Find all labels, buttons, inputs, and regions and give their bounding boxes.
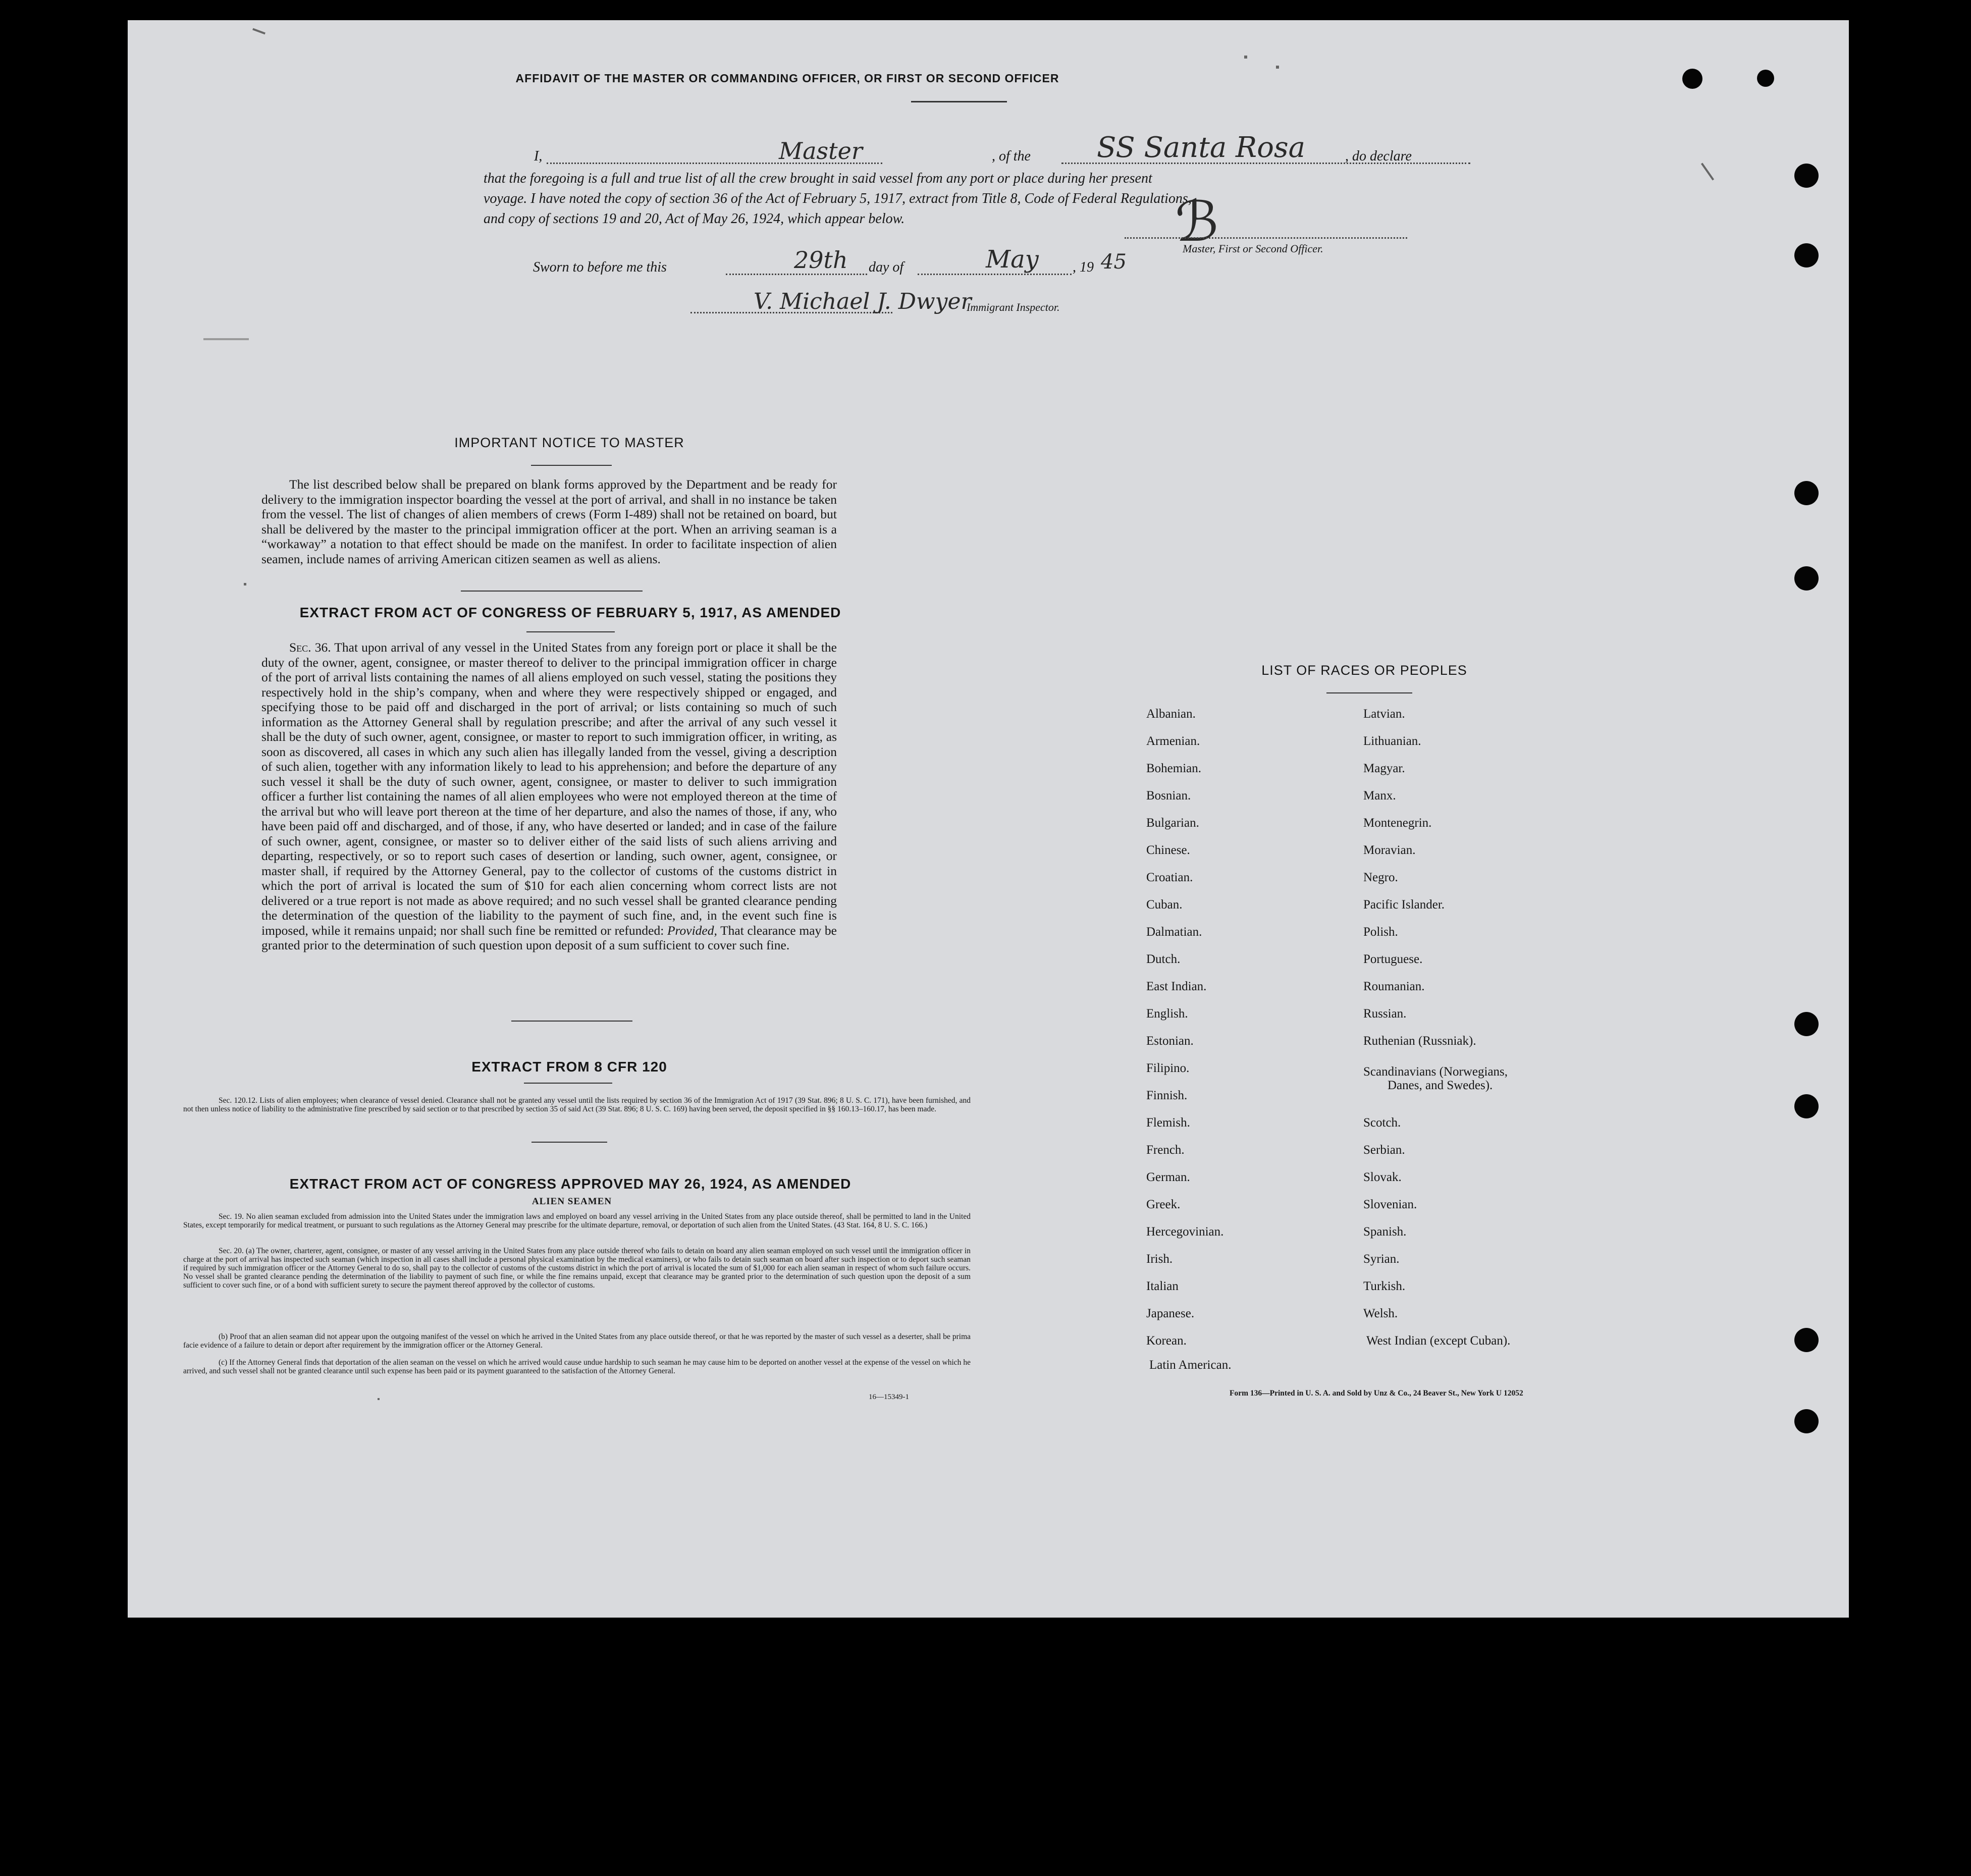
race-left-item: French. (1146, 1143, 1185, 1157)
sworn-month-line (918, 274, 1072, 275)
races-title: LIST OF RACES OR PEOPLES (1261, 663, 1467, 678)
extract-1924-sec-19: Sec. 19. No alien seaman excluded from admission into the United States under the immigration laws and employed on board any vessel arriving in the United States from any place outside thereof, shall be permitted to land in the United States, except temporarily for medical treatment, or pursuant to such regulations as the Attorney General may prescribe for the ultimate departure, removal, or deportation of such alien from the United States. (43 Stat. 164, 8 U. S. C. 166.) (183, 1212, 971, 1229)
binder-hole (1794, 1328, 1819, 1352)
race-left-item: Cuban. (1146, 898, 1183, 912)
race-left-item: English. (1146, 1007, 1188, 1021)
scan-mark (1276, 66, 1279, 69)
sworn-day-line (726, 274, 867, 275)
race-left-item: Armenian. (1146, 734, 1200, 748)
alien-seamen-subtitle: ALIEN SEAMEN (531, 1196, 612, 1207)
race-right-item: Serbian. (1363, 1143, 1405, 1157)
race-right-item: Syrian. (1363, 1252, 1400, 1266)
race-left-item: Flemish. (1146, 1116, 1190, 1130)
race-left-item: Hercegovinian. (1146, 1225, 1224, 1239)
race-right-item: Latvian. (1363, 707, 1405, 721)
notice-title: IMPORTANT NOTICE TO MASTER (454, 435, 684, 450)
affidavit-title: AFFIDAVIT OF THE MASTER OR COMMANDING OFFICER, OR FIRST OR SECOND OFFICER (515, 72, 1059, 85)
vessel-name-handwritten: SS Santa Rosa (1097, 131, 1306, 164)
extract-1917-title: EXTRACT FROM ACT OF CONGRESS OF FEBRUARY 5, 1917, AS AMENDED (299, 605, 841, 620)
sworn-day-handwritten: 29th (794, 246, 848, 274)
inspector-signature: V. Michael J. Dwyer (754, 289, 972, 314)
binder-hole (1794, 243, 1819, 267)
officer-caption: Master, First or Second Officer. (1183, 242, 1323, 255)
race-right-item: Polish. (1363, 925, 1398, 939)
inspector-caption: Immigrant Inspector. (967, 301, 1060, 313)
officer-signature-line (1125, 237, 1407, 239)
scan-mark (244, 583, 246, 585)
race-left-item: Japanese. (1146, 1307, 1195, 1320)
race-left-item: East Indian. (1146, 980, 1207, 993)
affidavit-line-2: that the foregoing is a full and true list of all the crew brought in said vessel from any port or place during her present (484, 171, 1152, 186)
sworn-month-handwritten: May (986, 245, 1039, 274)
sec-36-body: That upon arrival of any vessel in the United States from any foreign port or place it shall be the duty of the owner, agent, consignee, or master thereof to deliver to the principal immigration officer in charge of the port of arrival lists containing the names of all aliens employed on such vessel, stating the positions they respectively hold in the ship’s company, when and where they were respectively shipped or engaged, and specifying those to be paid off and discharged in the port of arrival; or lists containing so much of such information as the Attorney General shall by regulation prescribe; and after the arrival of any such vessel it shall be the duty of such owner, agent, consignee, or master to report to such immigration officer, in writing, as soon as discovered, all cases in which any such alien has illegally landed from the vessel, giving a description of such alien, together with any information likely to lead to his apprehension; and before the departure of any such vessel it shall be the duty of such owner, agent, consignee, or master to deliver to such immigration officer a further list containing the names of all alien employees who were not employed thereon at the time of the arrival but who will leave port thereon at the time of her departure, and also the names of those, if any, who have been paid off and discharged, and of those, if any, who have deserted or landed; and in case of the failure of such owner, agent, consignee, or master so to deliver either of the said lists of such aliens arriving and departing, respectively, or so to report such cases of desertion or landing, such owner, agent, consignee, or master shall, if required by the Attorney General, pay to the collector of customs of the customs district in which the port of arrival is located the sum of $10 for each alien concerning whom correct lists are not delivered or a true report is not made as above required; and no such vessel shall be granted clearance pending the determination of the question of the liability to the payment of such fine, and, in the event such fine is imposed, while it remains unpaid; nor shall such fine be remitted or refunded: (261, 640, 837, 938)
race-right-item: Slovenian. (1363, 1198, 1417, 1211)
binder-hole (1757, 70, 1774, 87)
race-right-item: Roumanian. (1363, 980, 1425, 993)
scan-mark (203, 338, 249, 340)
sec-36-body-end: That clearance may be granted prior to the determination of such question upon deposit of a sum sufficient to cover such fine. (261, 923, 837, 952)
extract-1924-sec-20c: (c) If the Attorney General finds that deportation of the alien seaman on the vessel on which he arrived would cause undue hardship to such seaman he may cause him to be deported on another vessel at the expense of the vessel on which he arrived, and such vessel shall not be granted clearance until such expense has been paid or its payment guaranteed to the satisfaction of the Attorney General. (183, 1358, 971, 1375)
race-left-item: Estonian. (1146, 1034, 1194, 1048)
race-right-item: Ruthenian (Russniak). (1363, 1034, 1476, 1048)
race-left-item: Dalmatian. (1146, 925, 1202, 939)
extract-1924-sec-20a: Sec. 20. (a) The owner, charterer, agent, consignee, or master of any vessel arriving in the United States from any place outside thereof who fails to detain on board any alien seaman employed on such vessel until the immigration officer in charge at the port of arrival has inspected such seaman (which inspection in all cases shall include a personal physical examination by the medical examiners), or who fails to detain such seaman on board after such inspection or to deport such seaman if required by such immigration officer or the Attorney General to do so, shall pay to the collector of customs of the customs district in which the port of arrival is located the sum of $1,000 for each alien seaman in respect of whom such failure occurs. No vessel shall be granted clearance pending the determination of the liability to payment of such fine, or while the fine remains unpaid, except that clearance may be granted prior to the determination of such question upon the deposit of a sum sufficient to cover such fine, or of a bond with sufficient surety to secure the payment thereof approved by the collector of customs. (183, 1247, 971, 1290)
race-right-item: Turkish. (1363, 1279, 1406, 1293)
form-printing-note: Form 136—Printed in U. S. A. and Sold by Unz & Co., 24 Beaver St., New York U 12052 (1230, 1389, 1523, 1398)
race-right-item: Spanish. (1363, 1225, 1407, 1239)
scan-mark (252, 28, 265, 35)
cfr-underline (524, 1083, 612, 1084)
extract-1917-underline (526, 631, 615, 632)
race-left-item: Bohemian. (1146, 762, 1202, 775)
affidavit-line-4: and copy of sections 19 and 20, Act of May 26, 1924, which appear below. (484, 211, 905, 227)
race-right-item: Scotch. (1363, 1116, 1401, 1130)
race-right-item: Manx. (1363, 789, 1396, 802)
binder-hole (1794, 1094, 1819, 1118)
binder-hole (1794, 481, 1819, 505)
affidavit-line-3: voyage. I have noted the copy of section 36 of the Act of February 5, 1917, extract from Title 8, Code of Federal Regulations, (484, 191, 1192, 206)
race-left-item: Korean. (1146, 1334, 1187, 1348)
do-declare-label: , do declare (1345, 148, 1412, 164)
race-right-item: Welsh. (1363, 1307, 1398, 1320)
cfr-end-rule (531, 1142, 607, 1143)
binder-hole (1794, 164, 1819, 188)
race-left-item: German. (1146, 1170, 1190, 1184)
race-right-item: West Indian (except Cuban). (1366, 1334, 1511, 1348)
race-right-item: Russian. (1363, 1007, 1407, 1021)
race-left-item: Bosnian. (1146, 789, 1191, 802)
race-right-item: Pacific Islander. (1363, 898, 1445, 912)
race-left-item: Bulgarian. (1146, 816, 1199, 830)
race-left-item: Italian (1146, 1279, 1179, 1293)
affidavit-i: I, (534, 148, 543, 164)
race-right-item: Lithuanian. (1363, 734, 1421, 748)
cfr-title: EXTRACT FROM 8 CFR 120 (471, 1059, 667, 1075)
extract-1917-text (261, 640, 837, 953)
officer-signature: ℬ (1175, 189, 1219, 254)
scan-mark (1244, 56, 1247, 59)
master-name-handwritten: Master (779, 137, 863, 165)
binder-hole (1794, 566, 1819, 591)
binder-hole (1682, 69, 1702, 89)
notice-end-rule (461, 591, 643, 592)
sworn-label: Sworn to before me this (533, 259, 667, 275)
cfr-top-rule (511, 1021, 632, 1022)
year-prefix: , 19 (1073, 259, 1094, 275)
extract-1924-sec-20b: (b) Proof that an alien seaman did not appear upon the outgoing manifest of the vessel on which he arrived in the United States from any place outside thereof, or that he was reported by the master of such vessel as a deserter, shall be prima facie evidence of a failure to detain or deport after requirement by the immigration officer or the Attorney General. (183, 1332, 971, 1350)
race-left-item: Dutch. (1146, 952, 1181, 966)
race-left-item: Greek. (1146, 1198, 1181, 1211)
race-left-item: Filipino. (1146, 1061, 1190, 1075)
race-left-item: Irish. (1146, 1252, 1173, 1266)
binder-hole (1794, 1012, 1819, 1036)
sec-36-label: Sec. 36. (289, 640, 331, 655)
race-left-item: Albanian. (1146, 707, 1196, 721)
scan-mark (1701, 163, 1714, 180)
race-right-item: Slovak. (1363, 1170, 1402, 1184)
race-left-item: Chinese. (1146, 843, 1190, 857)
provided-word: Provided, (667, 923, 717, 938)
extract-1924-title: EXTRACT FROM ACT OF CONGRESS APPROVED MAY 26, 1924, AS AMENDED (289, 1176, 851, 1192)
notice-text: The list described below shall be prepared on blank forms approved by the Department and be ready for delivery to the immigration inspector boarding the vessel at the port of arrival, and shall in no instance be taken from the vessel. The list of changes of alien members of crews (Form I-489) shall not be retained on board, but shall be delivered by the master to the principal immigration officer at the port. When an arriving seaman is a “workaway” a notation to that effect should be made on the manifest. In order to facilitate inspection of alien seamen, include names of arriving American citizen seamen as well as aliens. (261, 477, 837, 566)
race-right-item: Danes, and Swedes). (1388, 1079, 1493, 1092)
cfr-text: Sec. 120.12. Lists of alien employees; when clearance of vessel denied. Clearance shall not be granted any vessel until the lists required by section 36 of the Immigration Act of 1917 (39 Stat. 896; 8 U. S. C. 171), have been furnished, and not then unless notice of liability to the administrative fine prescribed by said section or to that prescribed by section 35 of said Act (39 Stat. 896; 8 U. S. C. 169) having been served, the deposit specified in §§ 160.13–160.17, has been made. (183, 1096, 971, 1113)
notice-underline (531, 465, 612, 466)
document-page (128, 20, 1849, 1618)
race-right-item: Moravian. (1363, 843, 1416, 857)
races-underline (1326, 692, 1412, 693)
form-code: 16—15349-1 (869, 1393, 909, 1401)
race-right-item: Montenegrin. (1363, 816, 1432, 830)
year-handwritten: 45 (1101, 250, 1127, 274)
race-right-item: Negro. (1363, 871, 1398, 884)
title-underline (911, 101, 1007, 102)
scan-mark (378, 1398, 380, 1400)
race-right-item: Portuguese. (1363, 952, 1423, 966)
race-left-item: Finnish. (1146, 1089, 1188, 1102)
of-the-label: , of the (992, 148, 1031, 164)
race-left-item: Latin American. (1149, 1358, 1232, 1372)
race-right-item: Magyar. (1363, 762, 1405, 775)
day-of-label: day of (869, 259, 904, 275)
binder-hole (1794, 1409, 1819, 1433)
race-right-item: Scandinavians (Norwegians, (1363, 1065, 1508, 1079)
race-left-item: Croatian. (1146, 871, 1193, 884)
